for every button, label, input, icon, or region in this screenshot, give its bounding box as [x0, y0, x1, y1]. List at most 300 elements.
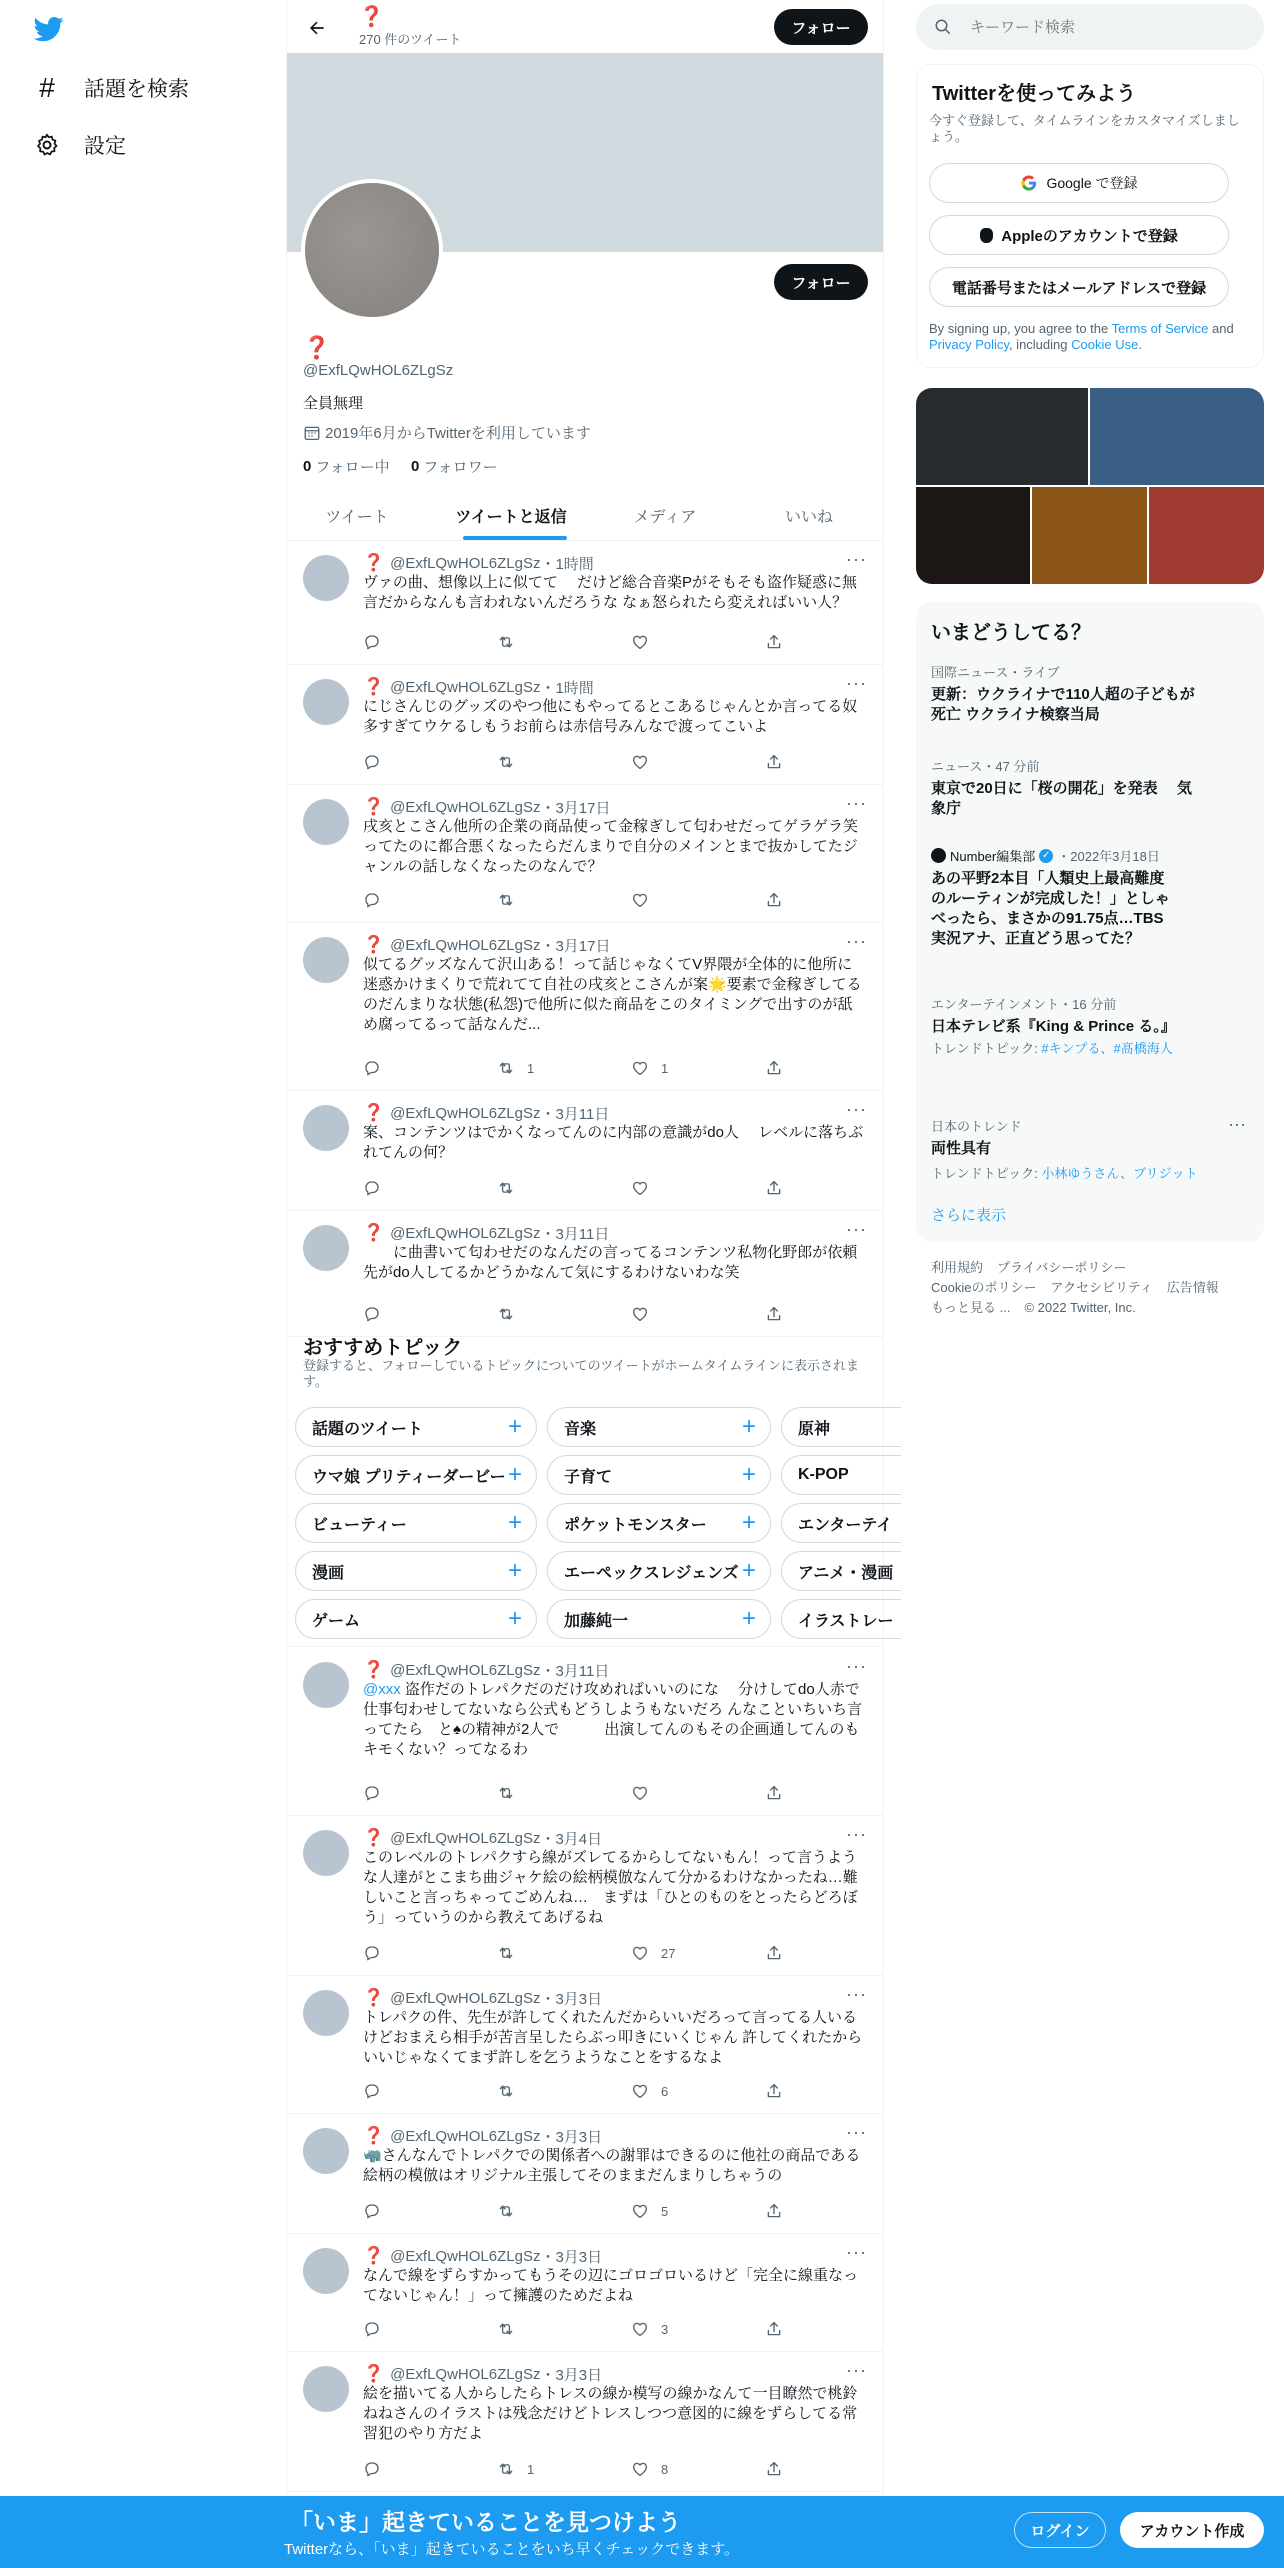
- trend-topics-links[interactable]: #キンプる、#髙橋海人: [1041, 1041, 1173, 1056]
- separator-dot: ・: [540, 799, 556, 817]
- reply-button[interactable]: [363, 2082, 381, 2100]
- topics-title: おすすめトピック: [303, 1337, 463, 1359]
- google-signup-button[interactable]: [929, 163, 1229, 203]
- topic-label: 話題のツイート: [312, 1420, 423, 1438]
- share-button[interactable]: [765, 2082, 783, 2100]
- author-handle[interactable]: @ExfLQwHOL6ZLgSz: [390, 798, 541, 816]
- separator-dot: ・: [540, 2248, 556, 2266]
- topic-chip[interactable]: [547, 1551, 771, 1591]
- separator-dot: ・: [540, 1105, 556, 1123]
- search-input[interactable]: [970, 19, 1230, 36]
- back-button[interactable]: [299, 10, 335, 46]
- tweet-body: トレパクの件、先生が許してくれたんだからいいだろって言ってる人いるけどおまえら相手が苦言呈したらぶっ叩きにいくじゃん 許してくれたからいいじゃなくてまず許しを乞うようなことをするなよ: [363, 2009, 863, 2066]
- media-thumbnail[interactable]: [1032, 487, 1147, 584]
- profile-followers-link[interactable]: [411, 456, 498, 477]
- avatar-texture: [305, 183, 439, 317]
- tweet[interactable]: [287, 665, 883, 785]
- plus-icon[interactable]: +: [741, 1413, 756, 1440]
- trends-title: いまどうしてる？: [931, 622, 1091, 644]
- avatar[interactable]: [303, 1830, 349, 1876]
- plus-icon[interactable]: +: [507, 1557, 522, 1584]
- tweet-text: [363, 2384, 867, 2444]
- footer-links: [931, 1258, 1251, 1318]
- profile-bio: 全員無理: [303, 395, 364, 412]
- retweet-button[interactable]: [497, 1059, 534, 1077]
- retweet-icon: [497, 891, 515, 909]
- topic-chip[interactable]: [295, 1503, 537, 1543]
- retweet-button[interactable]: [497, 1944, 527, 1962]
- author-name[interactable]: ❓: [363, 553, 385, 573]
- separator-dot: ・: [540, 555, 556, 573]
- retweet-icon: [497, 633, 515, 651]
- cookie-link[interactable]: Cookie Use: [1071, 337, 1139, 352]
- retweet-icon: [497, 1179, 515, 1197]
- media-grid: [916, 388, 1264, 584]
- profile-follow-button[interactable]: フォロー: [774, 264, 868, 300]
- avatar[interactable]: [303, 1990, 349, 2036]
- heart-icon: [631, 753, 649, 771]
- share-button[interactable]: [765, 1059, 783, 1077]
- share-button[interactable]: [765, 2320, 783, 2338]
- more-icon[interactable]: ···: [846, 1824, 867, 1844]
- more-icon[interactable]: ···: [846, 549, 867, 569]
- tweet-actions: [363, 1784, 867, 1804]
- reply-button[interactable]: [363, 1944, 381, 1962]
- like-count: 3: [661, 2321, 669, 2337]
- avatar[interactable]: [303, 555, 349, 601]
- retweet-button[interactable]: [497, 633, 527, 651]
- reply-button[interactable]: [363, 1784, 381, 1802]
- header-tweet-count: 270 件のツイート: [359, 32, 462, 47]
- retweet-button[interactable]: [497, 2320, 527, 2338]
- author-handle[interactable]: @ExfLQwHOL6ZLgSz: [390, 678, 541, 696]
- reply-button[interactable]: [363, 633, 381, 651]
- topic-chip[interactable]: [547, 1503, 771, 1543]
- tab-tweets[interactable]: ツイート: [325, 508, 389, 526]
- trend-title: 両性具有: [931, 1140, 992, 1157]
- publisher-name: Number編集部: [950, 849, 1036, 864]
- author-handle[interactable]: @ExfLQwHOL6ZLgSz: [390, 1661, 541, 1679]
- media-thumbnail[interactable]: [1090, 388, 1264, 485]
- heart-icon: [631, 2460, 649, 2478]
- nav-explore[interactable]: [34, 72, 189, 104]
- header-name: ❓: [359, 4, 384, 28]
- apple-signup-label: Appleのアカウントで登録: [1001, 227, 1178, 245]
- create-account-button[interactable]: アカウント作成: [1120, 2512, 1264, 2548]
- twitter-logo[interactable]: [32, 14, 66, 44]
- share-button[interactable]: [765, 891, 783, 909]
- tweet[interactable]: [287, 2234, 883, 2352]
- reply-button[interactable]: [363, 2460, 381, 2478]
- trend-title: 東京で20日に「桜の開花」を発表 気象庁: [931, 780, 1192, 817]
- reply-icon: [363, 2320, 381, 2338]
- trend-item[interactable]: [931, 662, 1201, 725]
- reply-button[interactable]: [363, 1059, 381, 1077]
- media-thumbnail[interactable]: [1149, 487, 1264, 584]
- like-button[interactable]: [631, 1944, 675, 1962]
- avatar[interactable]: [303, 1105, 349, 1151]
- plus-icon[interactable]: +: [507, 1413, 522, 1440]
- retweet-count: 1: [527, 1060, 535, 1076]
- author-name[interactable]: ❓: [363, 935, 385, 955]
- tweet-time[interactable]: 3月11日: [555, 1225, 610, 1243]
- reply-button[interactable]: [363, 2202, 381, 2220]
- author-handle[interactable]: @ExfLQwHOL6ZLgSz: [390, 1224, 541, 1242]
- signup-title: Twitterを使ってみよう: [932, 83, 1137, 105]
- author-handle[interactable]: @ExfLQwHOL6ZLgSz: [390, 2365, 541, 2383]
- author-name[interactable]: ❓: [363, 1660, 385, 1680]
- tab-likes[interactable]: いいね: [784, 508, 833, 526]
- tweet-body: 絵を描いてる人からしたらトレスの線か模写の線かなんて一目瞭然で桃鈴ねねさんのイラストは残念だけどトレスしつつ意図的に線をずらしてる常習犯のやり方だよ: [363, 2385, 858, 2442]
- more-icon[interactable]: ···: [846, 2122, 867, 2142]
- retweet-button[interactable]: [497, 753, 527, 771]
- author-name[interactable]: ❓: [363, 1988, 385, 2008]
- avatar[interactable]: [303, 2248, 349, 2294]
- author-handle[interactable]: @ExfLQwHOL6ZLgSz: [390, 2247, 541, 2265]
- separator-dot: ・: [540, 1990, 556, 2008]
- phone-signup-button[interactable]: [929, 267, 1229, 307]
- apple-signup-button[interactable]: [929, 215, 1229, 255]
- plus-icon[interactable]: +: [741, 1557, 756, 1584]
- tweet-header: [363, 2364, 867, 2384]
- tweet-body: 案、コンテンツはでかくなってんのに内部の意識がdo人 レベルに落ちぶれてんの何？: [363, 1124, 864, 1161]
- like-button[interactable]: [631, 2082, 668, 2100]
- followers-count: 0: [411, 458, 420, 475]
- tweet-text: [363, 2266, 867, 2306]
- trend-item[interactable]: [931, 994, 1181, 1057]
- bottom-bar-title: 「いま」起きていることを見つけよう: [290, 2509, 681, 2535]
- trend-meta: 国際ニュース・ライブ: [931, 665, 1060, 680]
- share-button[interactable]: [765, 2460, 783, 2478]
- tweet-body: このレベルのトレパクすら線がズレてるからしてないもん！って言うような人達がとこまち曲ジャケ絵の絵柄模倣なんて分かるわけなかったね…難しいこと言っちゃってごめんね… まずは「ひとのものをとったらどろぼう」っていうのから教えてあげるね: [363, 1849, 858, 1926]
- share-icon: [765, 891, 783, 909]
- nav-settings[interactable]: [34, 130, 126, 160]
- share-button[interactable]: [765, 1944, 783, 1962]
- topic-chip[interactable]: [781, 1551, 901, 1591]
- topics-subtitle: 登録すると、フォローしているトピックについてのツイートがホームタイムラインに表示されます。: [303, 1358, 860, 1389]
- topic-chip[interactable]: [547, 1455, 771, 1495]
- tweet-header: [363, 2246, 867, 2266]
- header-follow-button[interactable]: フォロー: [774, 9, 868, 45]
- like-button[interactable]: [631, 2202, 668, 2220]
- heart-icon: [631, 1944, 649, 1962]
- plus-icon[interactable]: +: [507, 1461, 522, 1488]
- like-button[interactable]: [631, 1059, 668, 1077]
- trend-meta: [931, 846, 1171, 865]
- more-icon[interactable]: ···: [846, 673, 867, 693]
- retweet-button[interactable]: [497, 2082, 527, 2100]
- login-button[interactable]: ログイン: [1014, 2512, 1106, 2548]
- signup-legal: [929, 321, 1255, 353]
- tweet-header: [363, 1223, 867, 1243]
- avatar[interactable]: [303, 937, 349, 983]
- retweet-button[interactable]: [497, 2202, 527, 2220]
- tweet-actions: [363, 891, 867, 911]
- tweet-body: 🦏さんなんでトレパクでの関係者への謝罪はできるのに他社の商品である絵柄の模倣はオリジナル主張してそのままだんまりしちゃうの: [363, 2147, 861, 2184]
- heart-icon: [631, 1784, 649, 1802]
- separator-dot: ・: [540, 1225, 556, 1243]
- mention-link[interactable]: @xxx: [363, 1681, 401, 1698]
- like-button[interactable]: [631, 1784, 661, 1802]
- separator-dot: ・: [540, 2128, 556, 2146]
- author-handle[interactable]: @ExfLQwHOL6ZLgSz: [390, 1829, 541, 1847]
- share-icon: [765, 2082, 783, 2100]
- like-button[interactable]: [631, 633, 661, 651]
- phone-signup-label: 電話番号またはメールアドレスで登録: [951, 279, 1207, 297]
- tweet-header: [363, 1103, 867, 1123]
- avatar[interactable]: [303, 2128, 349, 2174]
- heart-icon: [631, 891, 649, 909]
- tweet[interactable]: [287, 785, 883, 923]
- profile-avatar[interactable]: [301, 179, 443, 321]
- retweet-button[interactable]: [497, 1179, 527, 1197]
- reply-icon: [363, 2202, 381, 2220]
- topic-label: 原神: [798, 1420, 831, 1438]
- trend-topics-links[interactable]: 小林ゆうさん、ブリジット: [1041, 1166, 1198, 1181]
- tweet[interactable]: [287, 1816, 883, 1976]
- share-icon: [765, 1784, 783, 1802]
- topic-chip[interactable]: [295, 1551, 537, 1591]
- tweet-text: [363, 817, 867, 877]
- tweet-actions: [363, 1059, 867, 1079]
- tab-media[interactable]: メディア: [633, 508, 697, 526]
- like-button[interactable]: [631, 1179, 661, 1197]
- more-icon[interactable]: ···: [846, 2360, 867, 2380]
- footer-more-link[interactable]: もっと見る ...: [931, 1300, 1011, 1315]
- tweet-body: 戌亥とこさん他所の企業の商品使って金稼ぎして匂わせだってゲラゲラ笑ってたのに都合悪くなったらだんまりで自分のメインとまで抜かしてたジャンルの話しなくなったのなんで？: [363, 818, 859, 875]
- footer-link-accessibility[interactable]: アクセシビリティ: [1050, 1280, 1153, 1295]
- tweet[interactable]: [287, 923, 883, 1091]
- retweet-button[interactable]: [497, 891, 527, 909]
- more-icon[interactable]: ···: [846, 1656, 867, 1676]
- avatar[interactable]: [303, 1225, 349, 1271]
- tweet[interactable]: [287, 541, 883, 665]
- tweet-time[interactable]: 3月3日: [555, 1990, 603, 2008]
- profile-joined: [303, 422, 591, 443]
- tweet-time[interactable]: 3月11日: [555, 1662, 610, 1680]
- more-icon[interactable]: ···: [846, 2242, 867, 2262]
- author-name[interactable]: ❓: [363, 2126, 385, 2146]
- tweet-body: 似てるグッズなんて沢山ある！って話じゃなくてV界隈が全体的に他所に迷惑かけまくりで荒れてて自社の戌亥とこさんが案🌟要素で金稼ぎしてるのだんまりな状態(私怨)で他所に似た商品をこのタイミングで出すのが舐め腐ってるって話なんだ...: [363, 956, 862, 1033]
- heart-icon: [631, 1059, 649, 1077]
- avatar[interactable]: [303, 2366, 349, 2412]
- tweet-text: [363, 1680, 867, 1760]
- tweet-header: [363, 797, 867, 817]
- author-name[interactable]: ❓: [363, 1223, 385, 1243]
- tweet-time[interactable]: 3月3日: [555, 2248, 603, 2266]
- plus-icon[interactable]: +: [741, 1461, 756, 1488]
- like-button[interactable]: [631, 753, 661, 771]
- trend-topics: [931, 1041, 1181, 1057]
- share-icon: [765, 1179, 783, 1197]
- reply-button[interactable]: [363, 753, 381, 771]
- topic-chip[interactable]: [781, 1455, 901, 1495]
- avatar[interactable]: [303, 1662, 349, 1708]
- share-button[interactable]: [765, 1179, 783, 1197]
- media-thumbnail[interactable]: [916, 487, 1030, 584]
- topic-chip[interactable]: [295, 1599, 537, 1639]
- avatar[interactable]: [303, 679, 349, 725]
- reply-icon: [363, 2082, 381, 2100]
- trend-meta: エンターテインメント・16 分前: [931, 997, 1117, 1012]
- share-icon: [765, 1059, 783, 1077]
- tweet-header: [363, 1828, 867, 1848]
- share-button[interactable]: [765, 1784, 783, 1802]
- plus-icon[interactable]: +: [507, 1509, 522, 1536]
- author-name[interactable]: ❓: [363, 797, 385, 817]
- author-name[interactable]: ❓: [363, 677, 385, 697]
- tweet-header: [363, 1988, 867, 2008]
- tweet-time[interactable]: 3月11日: [555, 1105, 610, 1123]
- terms-link[interactable]: Terms of Service: [1111, 321, 1209, 336]
- topic-chip[interactable]: [295, 1455, 537, 1495]
- tweet-time[interactable]: 3月17日: [555, 937, 611, 955]
- heart-icon: [631, 2320, 649, 2338]
- author-handle[interactable]: @ExfLQwHOL6ZLgSz: [390, 936, 541, 954]
- google-signup-label: Google で登録: [1046, 175, 1138, 191]
- plus-icon[interactable]: +: [741, 1605, 756, 1632]
- topic-chip[interactable]: [781, 1407, 901, 1447]
- author-handle[interactable]: @ExfLQwHOL6ZLgSz: [390, 554, 541, 572]
- footer-row: [931, 1258, 1251, 1278]
- footer-link-terms[interactable]: 利用規約: [931, 1260, 984, 1275]
- reply-button[interactable]: [363, 2320, 381, 2338]
- google-icon: [1020, 174, 1038, 192]
- retweet-icon: [497, 1059, 515, 1077]
- plus-icon[interactable]: +: [507, 1605, 522, 1632]
- reply-button[interactable]: [363, 891, 381, 909]
- tweet-time[interactable]: 3月3日: [555, 2366, 603, 2384]
- more-icon[interactable]: ···: [846, 793, 867, 813]
- tweet-text: [363, 697, 867, 737]
- trend-more-icon[interactable]: ···: [1228, 1114, 1246, 1134]
- more-icon[interactable]: ···: [846, 931, 867, 951]
- like-button[interactable]: [631, 891, 661, 909]
- author-handle[interactable]: @ExfLQwHOL6ZLgSz: [390, 1104, 541, 1122]
- nav-explore-label: 話題を検索: [84, 78, 189, 101]
- author-handle[interactable]: @ExfLQwHOL6ZLgSz: [390, 1989, 541, 2007]
- tweet-time[interactable]: 3月17日: [555, 799, 611, 817]
- tweet[interactable]: [287, 2352, 883, 2492]
- signup-subtitle: 今すぐ登録して、タイムラインをカスタマイズしましょう。: [929, 113, 1240, 144]
- author-name[interactable]: ❓: [363, 1828, 385, 1848]
- topic-chip[interactable]: [547, 1599, 771, 1639]
- footer-link-ads[interactable]: 広告情報: [1166, 1280, 1219, 1295]
- trend-item[interactable]: [931, 846, 1171, 949]
- reply-icon: [363, 1059, 381, 1077]
- retweet-icon: [497, 1784, 515, 1802]
- topic-chip[interactable]: [781, 1599, 901, 1639]
- retweet-icon: [497, 2460, 515, 2478]
- tab-tweets-and-replies[interactable]: [427, 490, 595, 540]
- topic-chip[interactable]: [295, 1407, 537, 1447]
- tweet[interactable]: [287, 1648, 883, 1816]
- tweet-time[interactable]: 1時間: [555, 555, 594, 573]
- profile-following-link[interactable]: [303, 456, 390, 477]
- trend-item[interactable]: [931, 756, 1201, 819]
- more-icon[interactable]: ···: [846, 1099, 867, 1119]
- tweet-header: [363, 2126, 867, 2146]
- heart-icon: [631, 2082, 649, 2100]
- share-icon: [765, 1944, 783, 1962]
- calendar-icon: [303, 424, 321, 442]
- tweet[interactable]: [287, 1976, 883, 2114]
- legal-text-3: , including: [1008, 337, 1072, 352]
- footer-link-privacy[interactable]: プライバシーポリシー: [997, 1260, 1127, 1275]
- author-handle[interactable]: @ExfLQwHOL6ZLgSz: [390, 2127, 541, 2145]
- like-button[interactable]: [631, 2320, 668, 2338]
- retweet-button[interactable]: [497, 2460, 534, 2478]
- privacy-link[interactable]: Privacy Policy: [929, 337, 1009, 352]
- author-name[interactable]: ❓: [363, 2246, 385, 2266]
- reply-icon: [363, 753, 381, 771]
- show-more-link[interactable]: さらに表示: [931, 1207, 1007, 1224]
- tweet-time[interactable]: 1時間: [555, 679, 594, 697]
- avatar[interactable]: [303, 799, 349, 845]
- tweet-header: [363, 553, 867, 573]
- topic-chip[interactable]: [781, 1503, 901, 1543]
- share-icon: [765, 2320, 783, 2338]
- topics-section: [287, 1317, 894, 1647]
- like-count: 5: [661, 2203, 669, 2219]
- tweet[interactable]: [287, 2114, 883, 2234]
- trend-topics: [931, 1163, 1251, 1182]
- heart-icon: [631, 2202, 649, 2220]
- plus-icon[interactable]: +: [741, 1509, 756, 1536]
- like-button[interactable]: [631, 2460, 668, 2478]
- topic-label: ゲーム: [312, 1612, 361, 1630]
- more-icon[interactable]: ···: [846, 1219, 867, 1239]
- footer-row: [931, 1298, 1251, 1318]
- topic-label: 漫画: [312, 1564, 345, 1582]
- tweet-text: [363, 1123, 867, 1163]
- arrow-left-icon: [307, 18, 327, 38]
- trend-meta: 日本のトレンド: [931, 1119, 1022, 1134]
- topic-label: 子育て: [564, 1468, 613, 1486]
- author-name[interactable]: ❓: [363, 1103, 385, 1123]
- publisher-date: ・2022年3月18日: [1057, 849, 1160, 864]
- tweet-text: [363, 2146, 867, 2186]
- tweet-time[interactable]: 3月4日: [555, 1830, 603, 1848]
- tweet-time[interactable]: 3月3日: [555, 2128, 603, 2146]
- trend-title: 更新：ウクライナで110人超の子どもが死亡 ウクライナ検察当局: [931, 686, 1195, 723]
- media-thumbnail[interactable]: [916, 388, 1088, 485]
- tweet[interactable]: [287, 1091, 883, 1211]
- topic-label: エンターテイ: [798, 1516, 893, 1534]
- share-button[interactable]: [765, 633, 783, 651]
- more-icon[interactable]: ···: [846, 1984, 867, 2004]
- share-button[interactable]: [765, 753, 783, 771]
- trend-item[interactable]: [931, 1116, 1251, 1182]
- retweet-button[interactable]: [497, 1784, 527, 1802]
- share-button[interactable]: [765, 2202, 783, 2220]
- author-name[interactable]: ❓: [363, 2364, 385, 2384]
- retweet-icon: [497, 2082, 515, 2100]
- topic-label: ウマ娘 プリティーダービー: [312, 1468, 506, 1486]
- reply-icon: [363, 1179, 381, 1197]
- tweet-body: ヴァの曲、想像以上に似てて だけど総合音楽Pがそもそも盗作疑惑に無言だからなんも言われないんだろうな なぁ怒られたら変えればいい人？: [363, 574, 858, 611]
- topic-label: 加藤純一: [564, 1612, 629, 1630]
- reply-button[interactable]: [363, 1179, 381, 1197]
- topic-chip[interactable]: [547, 1407, 771, 1447]
- search-box[interactable]: [916, 4, 1264, 50]
- footer-link-cookie[interactable]: Cookieのポリシー: [931, 1280, 1037, 1295]
- tweet-header: [363, 677, 867, 697]
- hashtag-icon: #: [39, 72, 55, 103]
- tweet-header: [363, 1660, 867, 1680]
- topic-label: ポケットモンスター: [564, 1516, 707, 1534]
- verified-badge-icon: ✓: [1039, 849, 1053, 863]
